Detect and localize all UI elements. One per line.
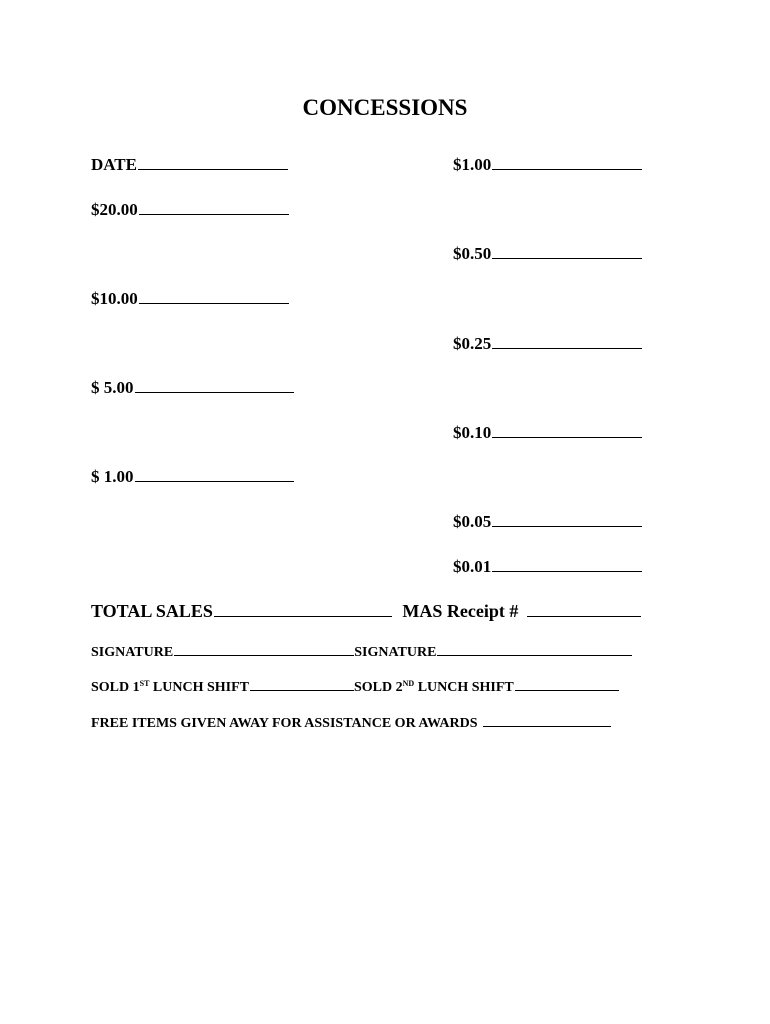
- free-items-label: FREE ITEMS GIVEN AWAY FOR ASSISTANCE OR AWARDS: [91, 716, 478, 731]
- coin-field-0-05: [453, 512, 642, 532]
- bill-field-20: [91, 200, 289, 220]
- coin-blank[interactable]: [492, 347, 642, 349]
- signature-blank-2[interactable]: [437, 654, 632, 656]
- sold-1st-label: SOLD 1ST LUNCH SHIFT: [91, 679, 249, 695]
- coin-field-1-00: [453, 155, 642, 175]
- coin-blank[interactable]: [492, 168, 642, 170]
- coin-blank[interactable]: [492, 525, 642, 527]
- signature-label: SIGNATURE: [91, 645, 174, 660]
- bill-blank[interactable]: [139, 302, 289, 304]
- mas-receipt-blank[interactable]: [527, 615, 641, 617]
- coin-label: $0.25: [453, 334, 492, 353]
- signature-blank-1[interactable]: [174, 654, 354, 656]
- coin-label: $0.05: [453, 512, 492, 531]
- coin-label: $0.50: [453, 244, 492, 263]
- coin-field-0-50: [453, 244, 642, 264]
- total-sales-blank[interactable]: [214, 615, 392, 617]
- date-label: DATE: [91, 155, 137, 174]
- bill-field-1: [91, 467, 294, 487]
- total-sales-row: [91, 601, 641, 622]
- sold-2nd-blank[interactable]: [515, 689, 619, 691]
- bill-blank[interactable]: [135, 480, 294, 482]
- free-items-row: [91, 716, 611, 732]
- coin-label: $0.10: [453, 423, 492, 442]
- signature-row: [91, 645, 632, 661]
- bill-blank[interactable]: [139, 213, 289, 215]
- signature-label: SIGNATURE: [354, 645, 437, 660]
- date-blank[interactable]: [138, 168, 288, 170]
- bill-field-10: [91, 289, 289, 309]
- coin-label: $0.01: [453, 557, 492, 576]
- total-sales-label: TOTAL SALES: [91, 601, 213, 621]
- bill-field-5: [91, 378, 294, 398]
- lunch-shift-row: [91, 680, 619, 696]
- sold-2nd-label: SOLD 2ND LUNCH SHIFT: [354, 679, 514, 695]
- coin-field-0-01: [453, 557, 642, 577]
- bill-label: $ 1.00: [91, 467, 134, 486]
- coin-blank[interactable]: [492, 257, 642, 259]
- coin-field-0-10: [453, 423, 642, 443]
- bill-blank[interactable]: [135, 391, 294, 393]
- date-field: [91, 155, 288, 175]
- coin-label: $1.00: [453, 155, 492, 174]
- coin-blank[interactable]: [492, 436, 642, 438]
- bill-label: $20.00: [91, 200, 138, 219]
- bill-label: $10.00: [91, 289, 138, 308]
- bill-label: $ 5.00: [91, 378, 134, 397]
- coin-field-0-25: [453, 334, 642, 354]
- mas-receipt-label: MAS Receipt #: [402, 601, 519, 621]
- sold-1st-blank[interactable]: [250, 689, 354, 691]
- page-title: CONCESSIONS: [302, 95, 468, 120]
- coin-blank[interactable]: [492, 570, 642, 572]
- free-items-blank[interactable]: [483, 725, 611, 727]
